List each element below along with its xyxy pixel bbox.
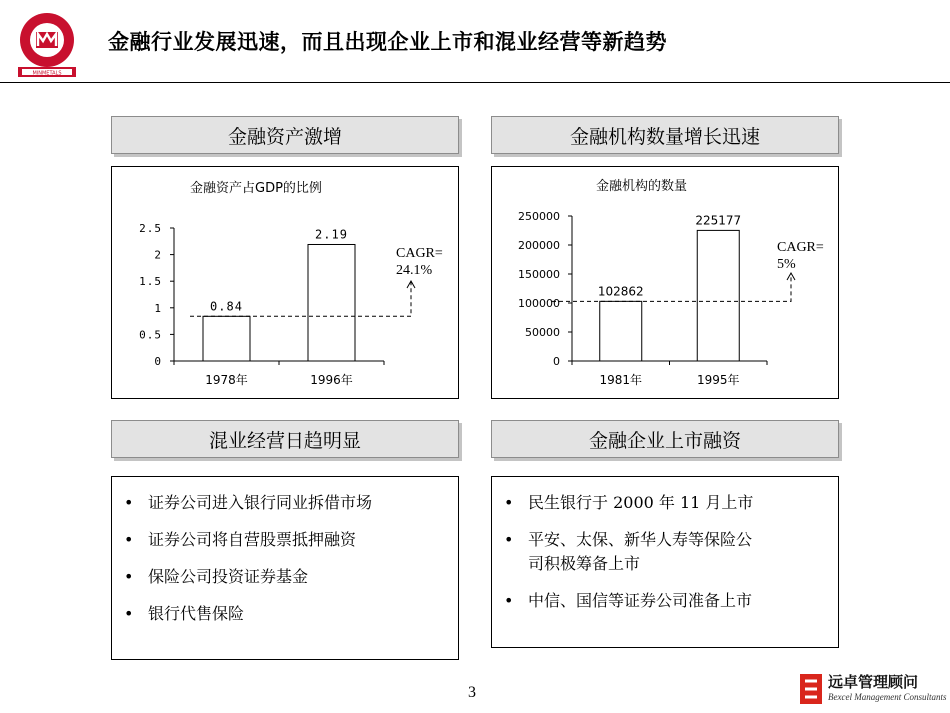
data-label: 2.19: [315, 227, 348, 242]
cagr-annotation: CAGR= 24.1%: [396, 246, 443, 278]
company-logo: [14, 10, 80, 80]
list-item: [498, 491, 833, 515]
y-tick-label: 150000: [518, 268, 560, 281]
y-tick-label: 1.5: [139, 275, 162, 289]
bullet-icon: •: [124, 567, 134, 586]
bullet-icon: •: [124, 604, 134, 623]
list-item-text: 证券公司将自营股票抵押融资: [148, 530, 357, 549]
chart-panel-assets: [111, 166, 459, 399]
headline-divider: [0, 82, 950, 83]
list-item: [118, 602, 453, 626]
list-item: [118, 491, 453, 515]
section-header-listing: 金融企业上市融资: [491, 420, 839, 458]
logo-text: MINMETALS: [32, 70, 62, 77]
bullet-icon: •: [124, 493, 134, 512]
consultant-brand: [798, 670, 947, 708]
x-tick-label: 1995年: [696, 373, 740, 387]
cagr-guide-line: [552, 273, 791, 301]
list-item-text: 民生银行于 2000 年 11 月上市: [528, 493, 754, 512]
y-tick-label: 0: [154, 355, 162, 368]
bullet-icon: •: [124, 530, 134, 549]
chart-title: 金融机构的数量: [596, 179, 688, 194]
brand-subtitle: Bexcel Management Consultants: [828, 692, 947, 702]
y-tick-label: 1: [154, 301, 162, 315]
list-item: [498, 528, 833, 576]
cagr-annotation: CAGR= 5%: [777, 240, 824, 272]
slide-headline: 金融行业发展迅速，而且出现企业上市和混业经营等新趋势: [108, 30, 667, 54]
y-tick-label: 50000: [525, 326, 560, 339]
bar: [697, 230, 739, 361]
bullet-icon: •: [504, 493, 514, 512]
y-tick-label: 250000: [518, 210, 560, 223]
bullet-icon: •: [504, 530, 514, 549]
assets-bar-chart: [112, 167, 460, 400]
list-item-text: 中信、国信等证券公司准备上市: [528, 591, 753, 610]
institutions-bar-chart: [492, 167, 840, 400]
y-tick-label: 0.5: [139, 328, 162, 342]
x-tick-label: 1978年: [205, 373, 248, 387]
section-header-assets: 金融资产激增: [111, 116, 459, 154]
list-item: [498, 589, 833, 613]
section-header-institutions: 金融机构数量增长迅速: [491, 116, 839, 154]
chart-panel-institutions: [491, 166, 839, 399]
data-label: 102862: [597, 284, 644, 299]
list-item-text: 平安、太保、新华人寿等保险公 司积极筹备上市: [528, 530, 753, 573]
x-tick-label: 1996年: [310, 373, 353, 387]
data-label: 225177: [695, 213, 742, 228]
y-tick-label: 0: [553, 355, 560, 368]
brand-name: 远卓管理顾问: [828, 673, 919, 691]
bullets-panel-mixed: [111, 476, 459, 660]
y-tick-label: 100000: [518, 297, 560, 310]
bar: [308, 244, 355, 361]
list-item-text: 银行代售保险: [148, 604, 245, 623]
y-tick-label: 200000: [518, 239, 560, 252]
bullets-panel-listing: [491, 476, 839, 648]
list-item: [118, 528, 453, 552]
page-number: 3: [468, 684, 476, 701]
y-tick-label: 2.5: [139, 222, 162, 235]
bar: [203, 316, 250, 361]
y-tick-label: 2: [154, 248, 162, 262]
list-item-text: 保险公司投资证券基金: [148, 567, 309, 586]
logo-emblem: [14, 10, 80, 80]
chart-title: 金融资产占GDP的比例: [190, 181, 322, 196]
bar: [600, 301, 642, 361]
data-label: 0.84: [210, 299, 243, 314]
brand-logo-icon: [798, 672, 824, 706]
bullet-list: [118, 491, 453, 639]
bullet-list: [498, 491, 833, 626]
list-item-text: 证券公司进入银行同业拆借市场: [148, 493, 373, 512]
bullet-icon: •: [504, 591, 514, 610]
list-item: [118, 565, 453, 589]
x-tick-label: 1981年: [599, 373, 643, 387]
section-header-mixed: 混业经营日趋明显: [111, 420, 459, 458]
